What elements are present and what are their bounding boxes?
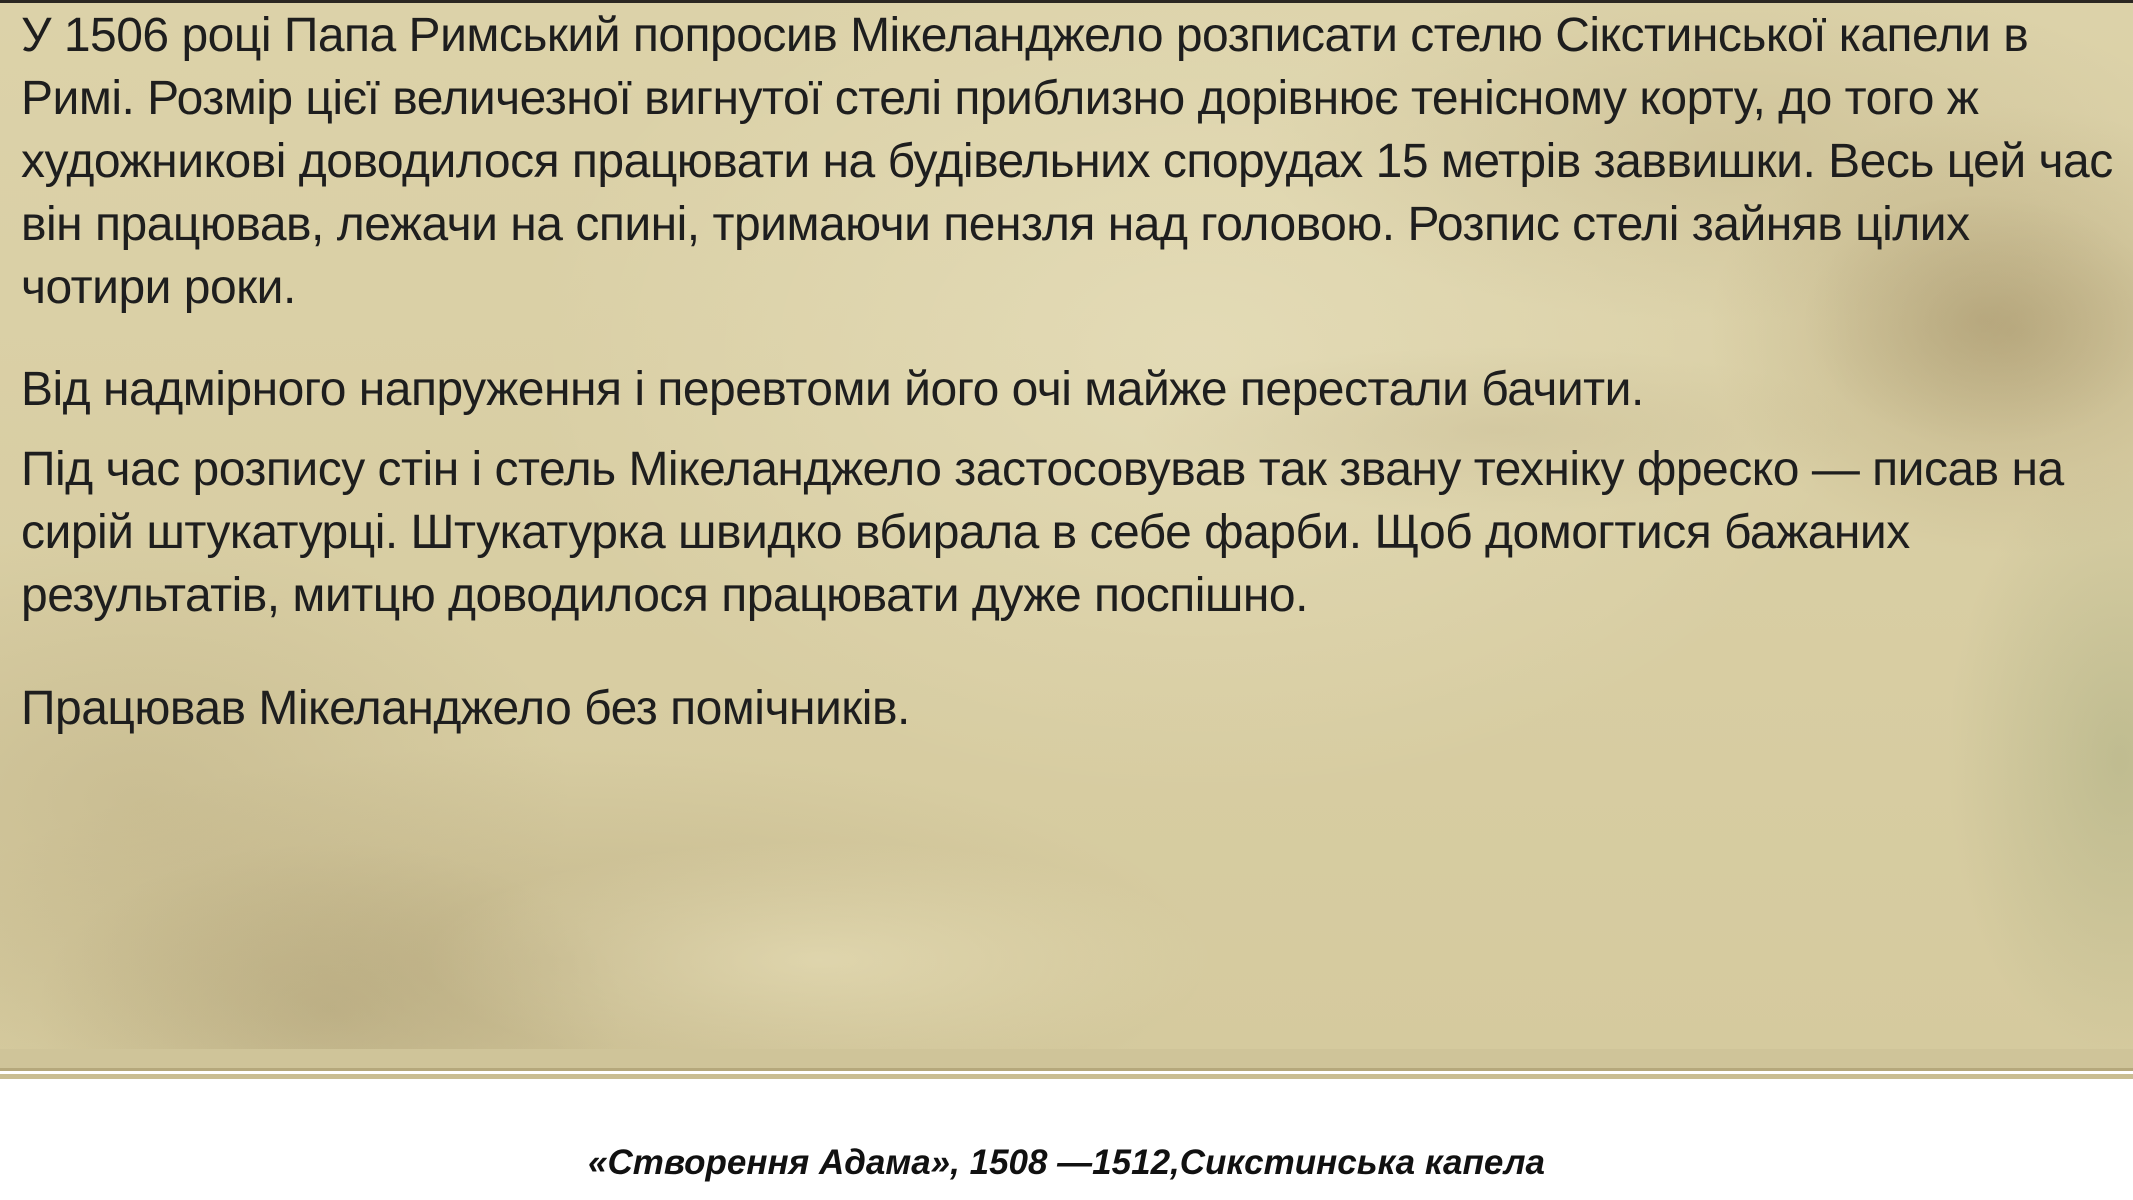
- artwork-caption: «Створення Адама», 1508 —1512,Сикстинська капела: [587, 1143, 1546, 1182]
- fresco-bottom-band: [0, 1049, 2133, 1071]
- paragraph-fresco-technique: Під час розпису стін і стель Мікеланджело застосовував так звану техніку фреско — писав на сирій штукатурці. Штукатурка швидко вбирала в себе фарби. Щоб домогтися бажаних результатів, митцю доводилося працювати дуже поспішно.: [21, 443, 2064, 622]
- paragraph-sistine-ceiling: У 1506 році Папа Римський попросив Мікеланджело розписати стелю Сікстинської капели в Римі. Розмір цієї величезної вигнутої стелі приблизно дорівнює тенісному корту, до того ж художникові доводилося працювати на будівельних спорудах 15 метрів заввишки. Весь цей час він працював, лежачи на спині, тримаючи пензля над головою. Розпис стелі зайняв цілих чотири роки.: [21, 9, 2113, 314]
- caption-area: [0, 1079, 2133, 1200]
- slide-body-text: [21, 4, 2113, 740]
- paragraph-eyesight: Від надмірного напруження і перевтоми його очі майже перестали бачити.: [21, 363, 1644, 416]
- top-border-line: [0, 0, 2133, 3]
- paragraph-no-assistants: Працював Мікеланджело без помічників.: [21, 682, 910, 735]
